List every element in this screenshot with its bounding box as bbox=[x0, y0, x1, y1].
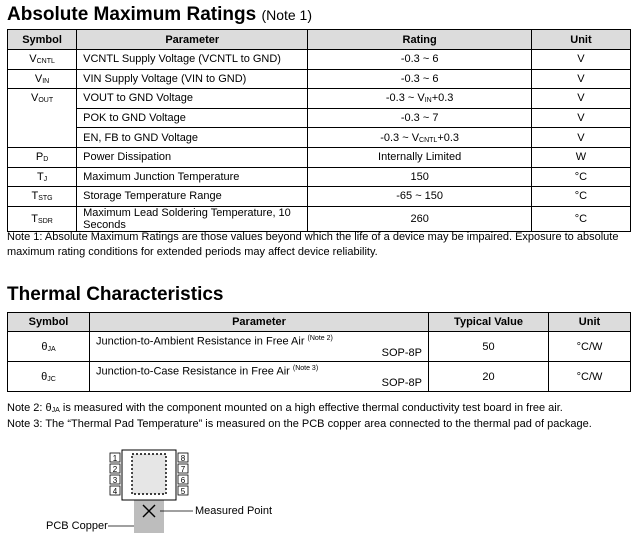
pin-label: 4 bbox=[112, 487, 118, 496]
unit-cell: V bbox=[531, 108, 630, 128]
unit-cell: V bbox=[531, 50, 630, 70]
rating-cell: -0.3 ~ 6 bbox=[308, 69, 532, 89]
unit-cell: °C bbox=[531, 206, 630, 231]
package-label: SOP-8P bbox=[381, 347, 422, 359]
table-row bbox=[8, 147, 631, 167]
table-header-row bbox=[8, 313, 631, 332]
rating-cell: -0.3 ~ $V_{IN}+0.3$ bbox=[308, 89, 532, 109]
pin-label: 6 bbox=[180, 476, 186, 485]
rating-cell: 260 bbox=[308, 206, 532, 231]
symbol-cell: $V_{IN}$ bbox=[8, 69, 77, 89]
col-symbol: Symbol bbox=[8, 30, 77, 50]
table-header-row bbox=[8, 30, 631, 50]
unit-cell: °C/W bbox=[549, 332, 631, 362]
table-row bbox=[8, 332, 631, 362]
unit-cell: W bbox=[531, 147, 630, 167]
thermal-pad bbox=[132, 454, 166, 494]
parameter-cell: Maximum Lead Soldering Temperature, 10 Seconds bbox=[77, 206, 308, 231]
table-row bbox=[8, 187, 631, 207]
parameter-cell: Storage Temperature Range bbox=[77, 187, 308, 207]
unit-cell: V bbox=[531, 128, 630, 148]
abs-max-title-note: (Note 1) bbox=[261, 7, 313, 23]
col-parameter: Parameter bbox=[90, 313, 429, 332]
rating-cell: -0.3 ~ 6 bbox=[308, 50, 532, 70]
pcb-copper-label: PCB Copper bbox=[46, 520, 108, 532]
parameter-cell: VOUT to GND Voltage bbox=[77, 89, 308, 109]
table-row bbox=[8, 206, 631, 231]
table-row bbox=[8, 167, 631, 187]
symbol-cell: $T_{SDR}$ bbox=[8, 206, 77, 231]
parameter-cell: VIN Supply Voltage (VIN to GND) bbox=[77, 69, 308, 89]
table-row bbox=[8, 89, 631, 109]
col-unit: Unit bbox=[549, 313, 631, 332]
thermal-title: Thermal Characteristics bbox=[7, 284, 224, 305]
rating-cell: Internally Limited bbox=[308, 147, 532, 167]
pin-label: 7 bbox=[180, 465, 186, 474]
parameter-cell: POK to GND Voltage bbox=[77, 108, 308, 128]
table-row bbox=[8, 69, 631, 89]
unit-cell: V bbox=[531, 69, 630, 89]
thermal-table bbox=[7, 312, 631, 392]
value-cell: 50 bbox=[429, 332, 549, 362]
rating-cell: -0.3 ~ 7 bbox=[308, 108, 532, 128]
symbol-cell: $\theta_{JC}$ bbox=[8, 362, 90, 392]
note-1: Note 1: Absolute Maximum Ratings are those values beyond which the life of a device may be impaired. Exposure to absolute maximum rating conditions for extended periods may affect device reliability. bbox=[7, 231, 619, 258]
package-label: SOP-8P bbox=[381, 377, 422, 389]
col-parameter: Parameter bbox=[77, 30, 308, 50]
parameter-cell: Maximum Junction Temperature bbox=[77, 167, 308, 187]
right-pins bbox=[178, 453, 188, 496]
symbol-cell: $P_D$ bbox=[8, 147, 77, 167]
parameter-cell: Junction-to-Ambient Resistance in Free Air $^{(Note 2)}$ SOP-8P bbox=[90, 332, 429, 362]
symbol-cell: $V_{CNTL}$ bbox=[8, 50, 77, 70]
table-row bbox=[8, 128, 631, 148]
note-2: Note 2: $\theta_{JA}$ is measured with the component mounted on a high effective thermal conductivity test board in free air. bbox=[7, 402, 563, 414]
pin-label: 8 bbox=[180, 454, 186, 463]
table-row bbox=[8, 50, 631, 70]
pin-label: 5 bbox=[180, 487, 186, 496]
rating-cell: -65 ~ 150 bbox=[308, 187, 532, 207]
abs-max-title: Absolute Maximum Ratings (Note 1) bbox=[7, 4, 313, 25]
unit-cell: °C/W bbox=[549, 362, 631, 392]
pcb-copper-area bbox=[134, 496, 164, 533]
measured-point-label: Measured Point bbox=[195, 505, 273, 517]
col-unit: Unit bbox=[531, 30, 630, 50]
rating-cell: 150 bbox=[308, 167, 532, 187]
pin-label: 2 bbox=[112, 465, 118, 474]
col-rating: Rating bbox=[308, 30, 532, 50]
symbol-cell: $V_{OUT}$ bbox=[8, 89, 77, 148]
unit-cell: V bbox=[531, 89, 630, 109]
symbol-cell: $T_J$ bbox=[8, 167, 77, 187]
unit-cell: °C bbox=[531, 187, 630, 207]
symbol-cell: $\theta_{JA}$ bbox=[8, 332, 90, 362]
note-3: Note 3: The “Thermal Pad Temperature” is measured on the PCB copper area connected to the thermal pad of package. bbox=[7, 418, 592, 430]
parameter-cell: EN, FB to GND Voltage bbox=[77, 128, 308, 148]
pin-label: 3 bbox=[112, 476, 118, 485]
package-diagram bbox=[0, 440, 300, 533]
symbol-cell: $T_{STG}$ bbox=[8, 187, 77, 207]
parameter-cell: VCNTL Supply Voltage (VCNTL to GND) bbox=[77, 50, 308, 70]
value-cell: 20 bbox=[429, 362, 549, 392]
table-row bbox=[8, 108, 631, 128]
parameter-cell: Power Dissipation bbox=[77, 147, 308, 167]
rating-cell: -0.3 ~ $V_{CNTL}+0.3$ bbox=[308, 128, 532, 148]
abs-max-table bbox=[7, 29, 631, 232]
table-row bbox=[8, 362, 631, 392]
col-symbol: Symbol bbox=[8, 313, 90, 332]
left-pins bbox=[110, 453, 120, 496]
col-typical-value: Typical Value bbox=[429, 313, 549, 332]
unit-cell: °C bbox=[531, 167, 630, 187]
pin-label: 1 bbox=[112, 454, 118, 463]
parameter-cell: Junction-to-Case Resistance in Free Air $^{(Note 3)}$ SOP-8P bbox=[90, 362, 429, 392]
